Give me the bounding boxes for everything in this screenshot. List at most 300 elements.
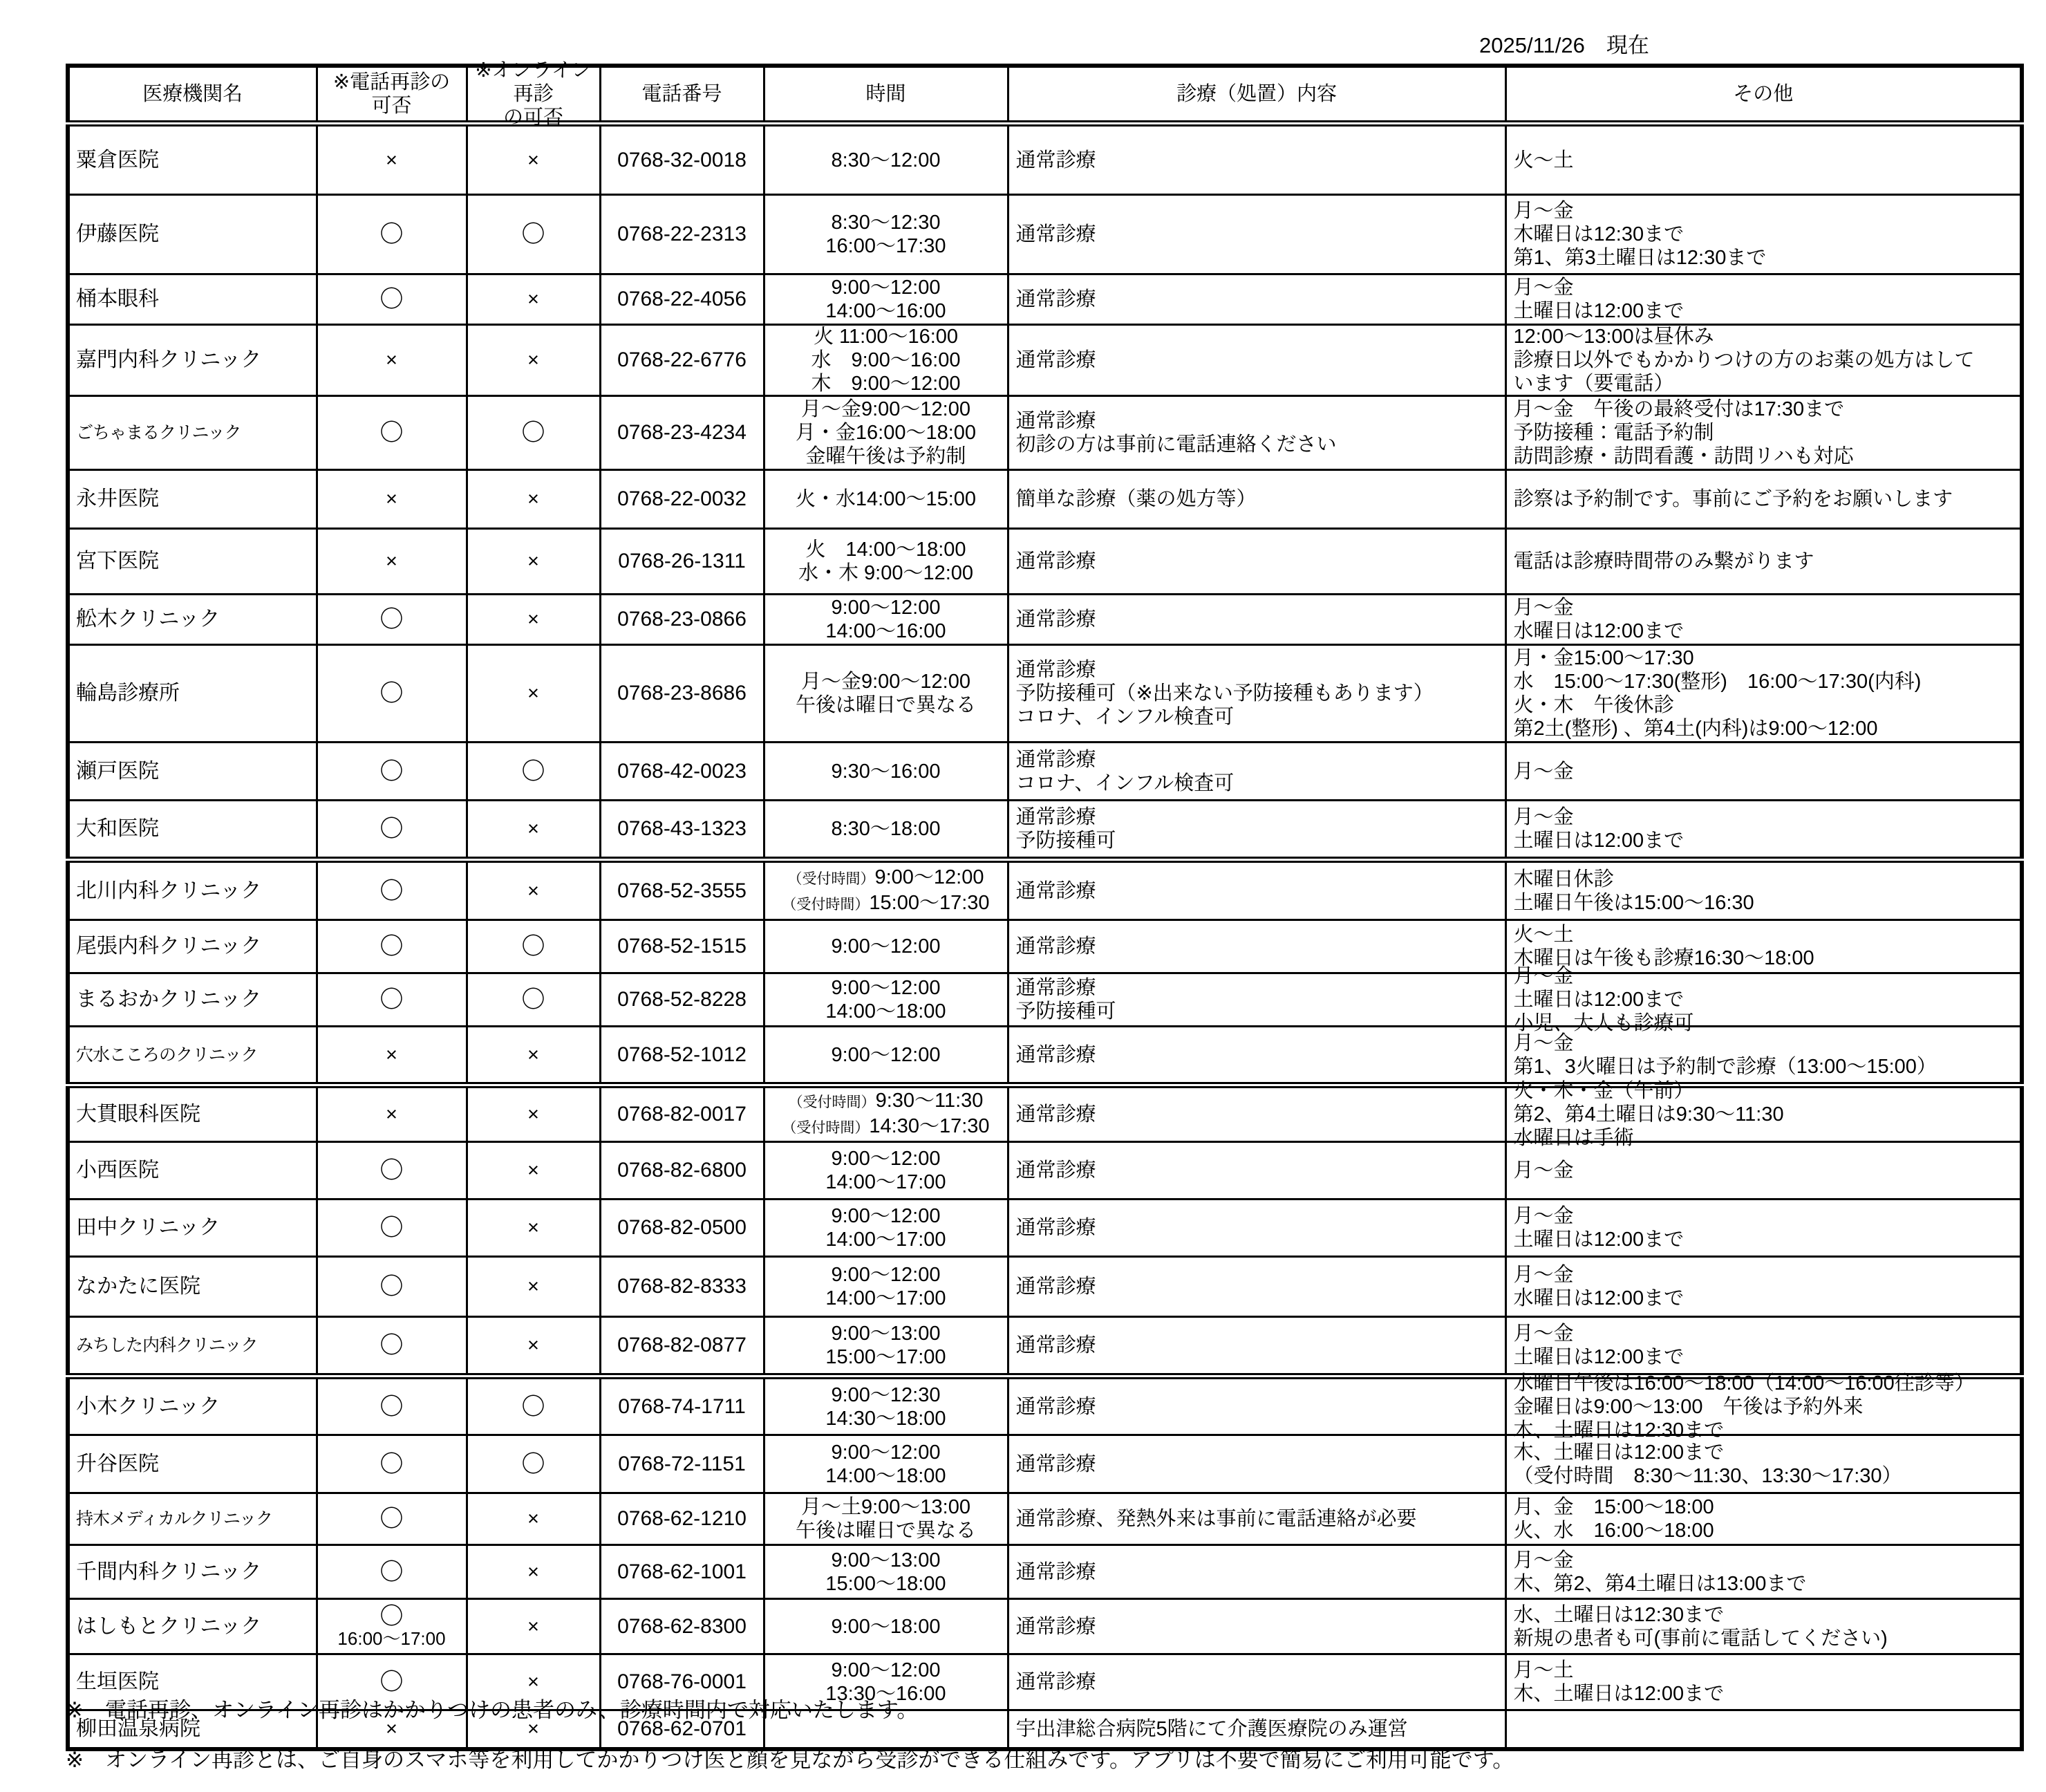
services-line: 通常診療: [1015, 149, 1096, 171]
col-header-services: [1008, 66, 1505, 124]
clinic-table-body: [68, 124, 2022, 1750]
phone-number: 0768-52-8228: [617, 988, 747, 1011]
cell-tel-recheck: [317, 124, 467, 195]
phone-number: 0768-82-8333: [617, 1275, 747, 1298]
cell-hours: [764, 274, 1008, 325]
notes-line: 第2、第4土曜日は9:30～11:30: [1513, 1103, 1784, 1126]
cross-mark: ×: [527, 818, 539, 840]
cross-mark: ×: [527, 1671, 539, 1693]
notes-line: 月～金: [1513, 1032, 1574, 1054]
circle-mark: 〇: [379, 286, 404, 312]
cell-clinic-name: [68, 595, 317, 645]
cell-hours: [764, 1435, 1008, 1493]
cross-mark: ×: [386, 550, 397, 572]
cross-mark: ×: [386, 488, 397, 510]
cell-notes: [1505, 1545, 2022, 1599]
cell-online-recheck: [467, 1142, 600, 1200]
notes-line: 訪問診療・訪問看護・訪問リハも対応: [1513, 445, 1854, 467]
cell-clinic-name: [68, 1257, 317, 1317]
circle-mark: 〇: [379, 1157, 404, 1184]
cross-mark: ×: [527, 1159, 539, 1182]
table-row: [68, 1545, 2022, 1599]
phone-number: 0768-82-0877: [617, 1334, 747, 1356]
cell-hours: [764, 396, 1008, 470]
hours-line: 14:00～18:00: [825, 1000, 946, 1023]
cross-mark: ×: [527, 1276, 539, 1298]
cell-hours: [764, 1599, 1008, 1654]
cell-tel-recheck: [317, 1545, 467, 1599]
cell-notes: [1505, 529, 2022, 595]
cell-tel-recheck: [317, 743, 467, 801]
table-row: [68, 860, 2022, 920]
hours-line: 9:00～12:00: [831, 1043, 941, 1066]
cell-tel-recheck: [317, 1317, 467, 1376]
services-line: 通常診療: [1015, 349, 1096, 371]
cell-online-recheck: [467, 470, 600, 529]
cell-tel-recheck: [317, 529, 467, 595]
services-line: 通常診療、発熱外来は事前に電話連絡が必要: [1015, 1508, 1417, 1530]
notes-line: 火・木 午後休診: [1513, 694, 1674, 716]
services-line: 通常診療: [1015, 1159, 1096, 1182]
cell-services: [1008, 1257, 1505, 1317]
col-header-line: 診療（処置）内容: [1176, 83, 1337, 105]
cell-services: [1008, 1200, 1505, 1257]
cell-online-recheck: [467, 124, 600, 195]
clinic-table: [66, 59, 2024, 1751]
table-row: [68, 1085, 2022, 1142]
cell-services: [1008, 595, 1505, 645]
hours-line: 火 14:00～18:00: [805, 539, 966, 561]
cell-online-recheck: [467, 645, 600, 743]
phone-number: 0768-62-1210: [617, 1507, 747, 1530]
clinic-name: 千間内科クリニック: [76, 1560, 262, 1583]
phone-number: 0768-72-1151: [618, 1452, 746, 1475]
col-header-line: ※オンライン再診: [475, 59, 592, 105]
cross-mark: ×: [527, 1560, 539, 1583]
hours-line: （受付時間）9:00～12:00: [787, 866, 984, 888]
cell-hours: [764, 529, 1008, 595]
clinic-name: 大和医院: [76, 817, 159, 840]
phone-number: 0768-22-2313: [617, 223, 747, 245]
circle-mark: 〇: [521, 1450, 545, 1477]
cell-hours: [764, 1545, 1008, 1599]
cell-online-recheck: [467, 1257, 600, 1317]
cell-phone-number: [600, 1257, 764, 1317]
cell-services: [1008, 743, 1505, 801]
cell-services: [1008, 1027, 1505, 1085]
cell-hours: [764, 325, 1008, 396]
cell-clinic-name: [68, 1493, 317, 1545]
clinic-name: 粟倉医院: [76, 148, 159, 171]
cell-tel-recheck: [317, 325, 467, 396]
cell-notes: [1505, 1493, 2022, 1545]
phone-number: 0768-62-8300: [617, 1614, 747, 1638]
cell-online-recheck: [467, 195, 600, 274]
phone-number: 0768-52-1515: [617, 935, 747, 958]
circle-mark: 〇: [379, 1603, 404, 1630]
table-row: [68, 1027, 2022, 1085]
table-row: [68, 325, 2022, 396]
col-header-line: 電話番号: [641, 83, 722, 105]
cross-mark: ×: [527, 1718, 539, 1740]
phone-number: 0768-26-1311: [618, 550, 746, 572]
services-line: 通常診療: [1015, 1103, 1096, 1126]
hours-line: 9:00～12:30: [831, 1383, 941, 1406]
clinic-name: 柳田温泉病院: [76, 1717, 200, 1740]
circle-mark: 〇: [521, 420, 545, 446]
hours-line: 14:30～18:00: [825, 1407, 946, 1430]
phone-number: 0768-23-8686: [617, 682, 747, 704]
phone-number: 0768-23-4234: [617, 421, 747, 444]
clinic-name: なかたに医院: [76, 1275, 200, 1298]
cell-services: [1008, 1599, 1505, 1654]
cell-notes: [1505, 1372, 2022, 1441]
clinic-name: 生垣医院: [76, 1670, 159, 1693]
cell-services: [1008, 325, 1505, 396]
cell-phone-number: [600, 1027, 764, 1085]
table-row: [68, 1257, 2022, 1317]
table-row: [68, 1599, 2022, 1654]
notes-line: 月～金: [1513, 1264, 1574, 1286]
circle-mark: 〇: [521, 987, 545, 1013]
services-line: 簡単な診療（薬の処方等）: [1015, 488, 1257, 510]
hours-line: 8:30～12:00: [831, 149, 941, 171]
phone-number: 0768-62-0701: [617, 1717, 747, 1740]
hours-line: 9:00～12:00: [831, 277, 941, 299]
notes-line: 水、土曜日は12:30まで: [1513, 1603, 1725, 1626]
cell-services: [1008, 645, 1505, 743]
services-line: 通常診療: [1015, 550, 1096, 572]
col-header-line: その他: [1733, 83, 1794, 105]
cell-clinic-name: [68, 973, 317, 1027]
col-header-phone: [600, 66, 764, 124]
reception-time-note: （受付時間）: [787, 870, 875, 887]
cell-online-recheck: [467, 529, 600, 595]
hours-line: 9:00～13:00: [831, 1549, 941, 1571]
cell-notes: [1505, 1599, 2022, 1654]
footnote-phone-recheck: ※ 電話再診、オンライン再診はかかりつけの患者のみ、診療時間内で対応いたします。: [66, 1698, 919, 1722]
notes-line: （受付時間 8:30～11:30、13:30～17:30）: [1513, 1464, 1902, 1487]
clinic-name: 桶本眼科: [76, 288, 159, 310]
table-row: [68, 470, 2022, 529]
cell-clinic-name: [68, 1376, 317, 1435]
hours-line: 水・木 9:00～12:00: [798, 562, 974, 584]
notes-line: 月～金: [1513, 1323, 1574, 1345]
cell-phone-number: [600, 1376, 764, 1435]
hours-line: 月・金16:00～18:00: [795, 422, 977, 444]
notes-line: 月～金: [1513, 965, 1574, 987]
cell-services: [1008, 470, 1505, 529]
cross-mark: ×: [527, 682, 539, 704]
notes-line: 月～金: [1513, 1159, 1574, 1182]
cross-mark: ×: [527, 608, 539, 631]
hours-line: 9:00～12:00: [831, 1264, 941, 1286]
col-header-line: 可否: [371, 95, 412, 117]
cell-hours: [764, 920, 1008, 973]
hours-line: 14:00～16:00: [825, 300, 946, 322]
cell-notes: [1505, 1317, 2022, 1376]
date-label: 2025/11/26 現在: [1479, 33, 1649, 57]
clinic-table-header: [68, 59, 2022, 129]
hours-line: 9:30～16:00: [831, 760, 941, 783]
cell-notes: [1505, 595, 2022, 645]
table-row: [68, 195, 2022, 274]
phone-number: 0768-76-0001: [617, 1670, 747, 1693]
cell-services: [1008, 1493, 1505, 1545]
notes-line: 電話は診療時間帯のみ繋がります: [1513, 550, 1814, 572]
cross-mark: ×: [527, 1103, 539, 1126]
col-header-notes: [1505, 66, 2022, 124]
notes-line: 火～土: [1513, 149, 1574, 171]
notes-line: 月～金: [1513, 200, 1574, 222]
cell-phone-number: [600, 195, 764, 274]
cell-services: [1008, 195, 1505, 274]
cell-clinic-name: [68, 124, 317, 195]
notes-line: 第1、3火曜日は予約制で診療（13:00～15:00）: [1513, 1055, 1937, 1078]
hours-line: 9:00～12:00: [831, 597, 941, 619]
cell-services: [1008, 1435, 1505, 1493]
circle-mark: 〇: [379, 221, 404, 248]
hours-line: 9:00～12:00: [831, 1441, 941, 1464]
circle-mark: 〇: [379, 1332, 404, 1359]
cell-notes: [1505, 743, 2022, 801]
col-header-name: [68, 66, 317, 124]
cell-online-recheck: [467, 1599, 600, 1654]
services-line: 通常診療: [1015, 1453, 1096, 1475]
reception-time-note: （受付時間）: [788, 1094, 876, 1110]
clinic-name: 輪島診療所: [76, 682, 180, 704]
notes-line: 水曜日は手術: [1513, 1127, 1634, 1149]
cell-clinic-name: [68, 1435, 317, 1493]
cell-phone-number: [600, 124, 764, 195]
services-line: 予防接種可: [1015, 830, 1116, 852]
cell-clinic-name: [68, 1027, 317, 1085]
cell-tel-recheck: [317, 1257, 467, 1317]
notes-line: 小児、大人も診療可: [1513, 1012, 1694, 1034]
footnotes: [66, 1692, 1514, 1792]
cross-mark: ×: [386, 1718, 397, 1740]
phone-number: 0768-62-1001: [617, 1560, 747, 1583]
circle-mark: 〇: [379, 606, 404, 633]
cell-notes: [1505, 396, 2022, 470]
hours-line: 8:30～18:00: [831, 818, 941, 840]
cell-tel-recheck: [317, 1085, 467, 1142]
services-line: 通常診療: [1015, 1043, 1096, 1066]
hours-line: 9:00～12:00: [831, 935, 941, 958]
table-row: [68, 645, 2022, 743]
notes-line: 木、土曜日は12:00まで: [1513, 1441, 1725, 1464]
col-header-line: ※電話再診の: [332, 71, 451, 93]
col-header-hours: [764, 66, 1008, 124]
cell-clinic-name: [68, 1545, 317, 1599]
services-line: 通常診療: [1015, 748, 1096, 771]
clinic-name: 大貫眼科医院: [76, 1103, 200, 1126]
mark-sub-note: 16:00～17:00: [337, 1627, 446, 1649]
circle-mark: 〇: [379, 1215, 404, 1241]
cell-notes: [1505, 1654, 2022, 1710]
services-line: 予防接種可: [1015, 1000, 1116, 1023]
services-line: 通常診療: [1015, 1615, 1096, 1638]
cell-phone-number: [600, 595, 764, 645]
cell-clinic-name: [68, 1317, 317, 1376]
cell-phone-number: [600, 396, 764, 470]
cell-notes: [1505, 801, 2022, 860]
circle-mark: 〇: [379, 758, 404, 785]
cell-phone-number: [600, 1599, 764, 1654]
cell-tel-recheck: [317, 1435, 467, 1493]
hours-line: 9:00～13:00: [831, 1323, 941, 1345]
cell-notes: [1505, 470, 2022, 529]
cell-phone-number: [600, 1435, 764, 1493]
phone-number: 0768-74-1711: [618, 1394, 746, 1418]
clinic-name: 嘉門内科クリニック: [76, 348, 262, 371]
circle-mark: 〇: [379, 680, 404, 707]
hours-line: 14:00～17:00: [825, 1287, 946, 1309]
notes-line: 診療日以外でもかかりつけの方のお薬の処方はして: [1513, 349, 1975, 371]
notes-line: 月～金: [1513, 760, 1574, 783]
cell-phone-number: [600, 325, 764, 396]
cell-tel-recheck: [317, 595, 467, 645]
cell-hours: [764, 1027, 1008, 1085]
cell-notes: [1505, 124, 2022, 195]
cross-mark: ×: [527, 1508, 539, 1530]
cell-tel-recheck: [317, 1027, 467, 1085]
cell-services: [1008, 274, 1505, 325]
cross-mark: ×: [527, 349, 539, 371]
hours-line: 8:30～12:30: [831, 212, 941, 234]
circle-mark: 〇: [521, 758, 545, 785]
circle-mark: 〇: [379, 420, 404, 446]
cell-phone-number: [600, 1200, 764, 1257]
hours-line: 9:00～12:00: [831, 1148, 941, 1170]
hours-line: 9:00～12:00: [831, 977, 941, 999]
circle-mark: 〇: [379, 816, 404, 842]
notes-line: 月～金: [1513, 1205, 1574, 1227]
services-line: 通常診療: [1015, 223, 1096, 245]
notes-line: 月・金15:00～17:30: [1513, 647, 1694, 669]
phone-number: 0768-52-3555: [617, 879, 747, 902]
notes-line: 水曜日は12:00まで: [1513, 1287, 1684, 1309]
phone-number: 0768-52-1012: [617, 1043, 747, 1066]
cell-notes: [1505, 860, 2022, 920]
services-line: 通常診療: [1015, 935, 1096, 958]
table-row: [68, 274, 2022, 325]
clinic-name: 伊藤医院: [76, 223, 159, 245]
clinic-name: はしもとクリニック: [76, 1614, 262, 1638]
cell-hours: [764, 470, 1008, 529]
notes-line: 土曜日は12:00まで: [1513, 1229, 1684, 1251]
phone-number: 0768-82-6800: [617, 1159, 747, 1182]
notes-line: 土曜日午後は15:00～16:30: [1513, 891, 1754, 914]
cell-hours: [764, 195, 1008, 274]
table-row: [68, 1435, 2022, 1493]
table-row: [68, 743, 2022, 801]
circle-mark: 〇: [379, 1669, 404, 1695]
clinic-name: 瀬戸医院: [76, 759, 159, 783]
notes-line: 第2土(整形) 、第4土(内科)は9:00～12:00: [1513, 718, 1878, 740]
cell-phone-number: [600, 645, 764, 743]
col-header-tel-recheck: [317, 66, 467, 124]
cell-online-recheck: [467, 860, 600, 920]
notes-line: 水 15:00～17:30(整形) 16:00～17:30(内科): [1513, 671, 1922, 693]
hours-line: 14:00～16:00: [825, 620, 946, 642]
clinic-name: 小西医院: [76, 1159, 159, 1182]
hours-line: 月～土9:00～13:00: [800, 1496, 970, 1518]
clinic-name: まるおかクリニック: [76, 988, 262, 1011]
cell-services: [1008, 124, 1505, 195]
phone-number: 0768-42-0023: [617, 759, 747, 783]
cross-mark: ×: [527, 1334, 539, 1356]
cell-clinic-name: [68, 1200, 317, 1257]
phone-number: 0768-82-0500: [617, 1216, 747, 1239]
cell-services: [1008, 1545, 1505, 1599]
cell-clinic-name: [68, 860, 317, 920]
notes-line: 木曜日は12:30まで: [1513, 223, 1684, 245]
cross-mark: ×: [527, 488, 539, 510]
phone-number: 0768-22-0032: [617, 487, 747, 510]
table-row: [68, 1200, 2022, 1257]
cell-services: [1008, 1085, 1505, 1142]
cell-hours: [764, 973, 1008, 1027]
circle-mark: 〇: [379, 1273, 404, 1300]
phone-number: 0768-22-6776: [617, 348, 747, 371]
hours-line: （受付時間）15:00～17:30: [782, 891, 990, 914]
cell-clinic-name: [68, 1599, 317, 1654]
cross-mark: ×: [527, 1217, 539, 1239]
cell-notes: [1505, 1257, 2022, 1317]
services-line: 通常診療: [1015, 1671, 1096, 1693]
hours-line: 月～金9:00～12:00: [800, 671, 970, 693]
hours-line: 水 9:00～16:00: [811, 349, 961, 371]
hours-line: 14:00～18:00: [825, 1464, 946, 1487]
cell-phone-number: [600, 529, 764, 595]
cell-tel-recheck: [317, 801, 467, 860]
cell-online-recheck: [467, 396, 600, 470]
clinic-name: 宮下医院: [76, 550, 159, 572]
hours-line: 9:00～12:00: [831, 1659, 941, 1681]
notes-line: 月～金: [1513, 597, 1574, 619]
cell-clinic-name: [68, 920, 317, 973]
cell-online-recheck: [467, 1376, 600, 1435]
hours-line: 9:00～18:00: [831, 1615, 941, 1638]
notes-line: 診察は予約制です。事前にご予約をお願いします: [1513, 488, 1953, 510]
notes-line: 水曜日午後は16:00～18:00（14:00～16:00往診等）: [1513, 1372, 1975, 1394]
cell-online-recheck: [467, 743, 600, 801]
cell-phone-number: [600, 973, 764, 1027]
phone-number: 0768-32-0018: [617, 148, 747, 171]
notes-line: 12:00～13:00は昼休み: [1513, 326, 1714, 348]
cell-online-recheck: [467, 973, 600, 1027]
cell-phone-number: [600, 1493, 764, 1545]
cross-mark: ×: [386, 349, 397, 371]
cell-online-recheck: [467, 1545, 600, 1599]
services-line: 通常診療: [1015, 1217, 1096, 1239]
services-line: コロナ、インフル検査可: [1015, 706, 1235, 728]
hours-line: 午後は曜日で異なる: [795, 694, 976, 716]
notes-line: 土曜日は12:00まで: [1513, 830, 1684, 852]
services-line: 予防接種可（※出来ない予防接種もあります）: [1015, 682, 1434, 704]
cell-phone-number: [600, 860, 764, 920]
header-row: [68, 66, 2022, 124]
notes-line: 月、金 15:00～18:00: [1513, 1496, 1714, 1518]
cell-phone-number: [600, 1317, 764, 1376]
cell-tel-recheck: [317, 470, 467, 529]
notes-line: 木、土曜日は12:30まで: [1513, 1419, 1725, 1441]
hours-line: 木 9:00～12:00: [811, 373, 961, 395]
services-line: 通常診療: [1015, 410, 1096, 432]
cell-notes: [1505, 195, 2022, 274]
services-line: 通常診療: [1015, 806, 1096, 828]
